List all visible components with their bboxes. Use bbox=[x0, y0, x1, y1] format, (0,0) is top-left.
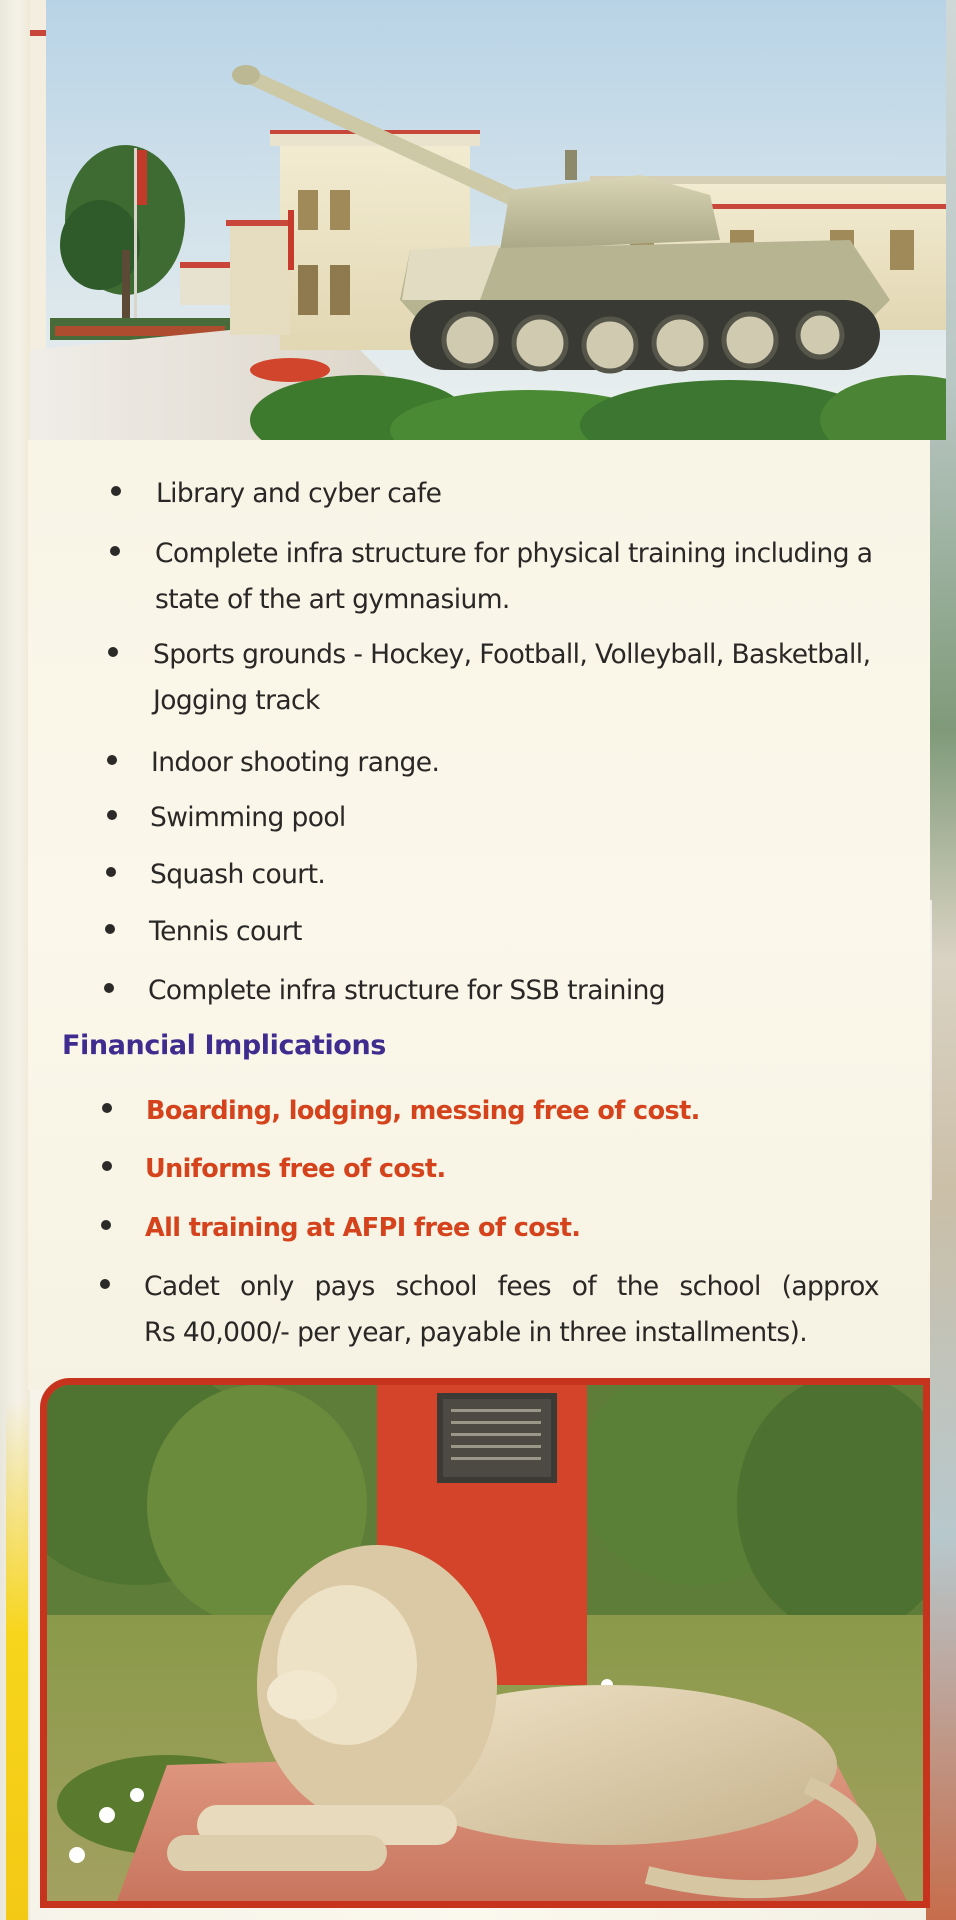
financial-item: Uniforms free of cost. bbox=[145, 1154, 446, 1184]
financial-item-line: Rs 40,000/- per year, payable in three installments). bbox=[144, 1317, 808, 1348]
lion-statue-photo bbox=[40, 1378, 930, 1908]
facility-item: Swimming pool bbox=[150, 802, 346, 833]
facility-item: Complete infra structure for SSB training bbox=[148, 975, 666, 1006]
facility-item-line: Complete infra structure for physical training including a bbox=[155, 538, 873, 569]
financial-item: Boarding, lodging, messing free of cost. bbox=[146, 1096, 700, 1126]
list-bullet bbox=[107, 810, 117, 820]
list-bullet bbox=[106, 867, 116, 877]
facility-item: Library and cyber cafe bbox=[156, 478, 442, 509]
tank-photo-illustration bbox=[30, 0, 946, 440]
financial-item-line: Cadet only pays school fees of the school (approx bbox=[144, 1271, 879, 1302]
list-bullet bbox=[104, 983, 114, 993]
page-left-edge bbox=[0, 0, 30, 1920]
financial-item: All training at AFPI free of cost. bbox=[145, 1213, 581, 1243]
financial-heading: Financial Implications bbox=[62, 1030, 386, 1061]
facility-item-line: state of the art gymnasium. bbox=[155, 584, 510, 615]
list-bullet bbox=[101, 1220, 111, 1230]
facility-item: Tennis court bbox=[149, 916, 302, 947]
list-bullet bbox=[100, 1279, 110, 1289]
list-bullet bbox=[107, 755, 117, 765]
facility-item: Indoor shooting range. bbox=[151, 747, 440, 778]
list-bullet bbox=[111, 486, 121, 496]
list-bullet bbox=[110, 546, 120, 556]
list-bullet bbox=[102, 1103, 112, 1113]
facility-item: Squash court. bbox=[150, 859, 326, 890]
list-bullet bbox=[102, 1161, 112, 1171]
list-bullet bbox=[105, 924, 115, 934]
facility-item-line: Sports grounds - Hockey, Football, Volleyball, Basketball, bbox=[153, 639, 871, 670]
facility-item-line: Jogging track bbox=[153, 685, 320, 716]
list-bullet bbox=[108, 647, 118, 657]
tank-photo bbox=[30, 0, 946, 440]
lion-statue-illustration bbox=[47, 1385, 923, 1901]
